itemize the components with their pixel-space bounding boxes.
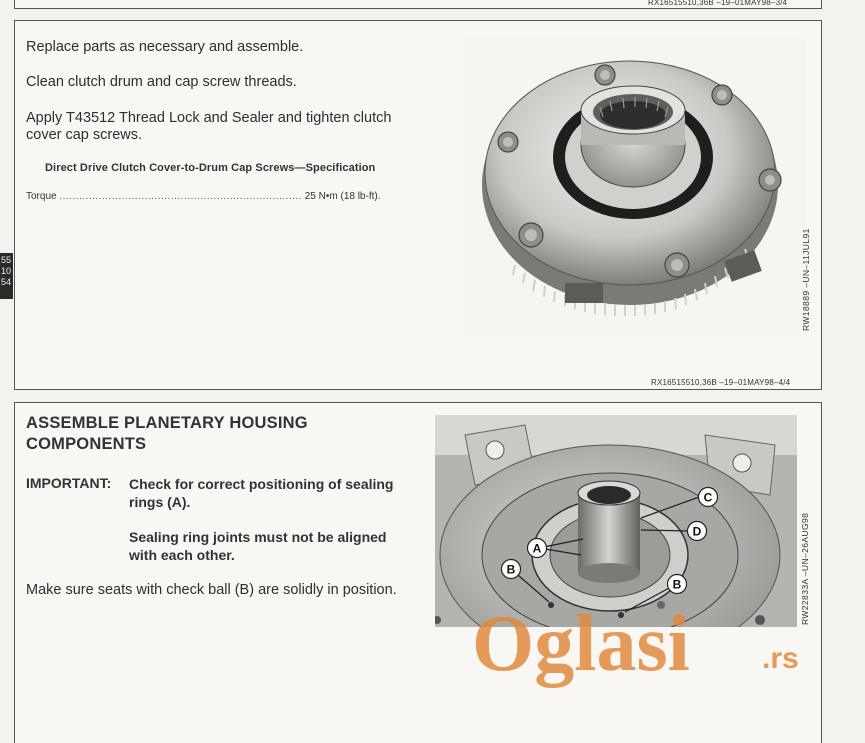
side-tab-number: 55 <box>0 255 11 265</box>
instruction-clean: Clean clutch drum and cap screw threads. <box>26 74 297 90</box>
callout-d: D <box>692 524 702 539</box>
section-heading-line1: ASSEMBLE PLANETARY HOUSING <box>26 414 308 432</box>
photo-code: RW22833A –UN–26AUG98 <box>800 512 810 625</box>
section-heading-line2: COMPONENTS <box>26 435 147 453</box>
spec-label: Torque <box>26 191 57 202</box>
spec-title: Direct Drive Clutch Cover-to-Drum Cap Screws—Specification <box>45 162 376 174</box>
instruction-replace: Replace parts as necessary and assemble. <box>26 39 304 55</box>
top-reference-code: RX16515510,36B –19–01MAY98–3/4 <box>648 0 788 7</box>
callout-b-left: B <box>506 562 516 577</box>
important-text-line4: with each other. <box>129 547 235 563</box>
important-label: IMPORTANT: <box>26 475 112 491</box>
watermark-brand: Oglasi <box>472 600 690 688</box>
instruction-apply-line2: cover cap screws. <box>26 127 143 143</box>
instruction-check-ball: Make sure seats with check ball (B) are solidly in position. <box>26 582 397 598</box>
oglasi-watermark <box>470 598 830 698</box>
important-text-line3: Sealing ring joints must not be aligned <box>129 529 387 545</box>
side-tab-number: 10 <box>0 266 11 276</box>
photo-code: RW18889 –UN–11JUL91 <box>801 228 811 331</box>
section-side-tab <box>0 253 13 299</box>
callout-b-right: B <box>672 577 682 592</box>
callout-c: C <box>703 490 713 505</box>
watermark-tld: .rs <box>762 642 799 675</box>
clutch-assembly-panel <box>14 20 822 390</box>
instruction-apply-line1: Apply T43512 Thread Lock and Sealer and tighten clutch <box>26 110 392 126</box>
important-text-line1: Check for correct positioning of sealing <box>129 476 394 492</box>
planetary-housing-photo <box>435 415 797 627</box>
clutch-drum-photo <box>465 35 805 335</box>
side-tab-number: 54 <box>0 277 11 287</box>
reference-code: RX16515510,36B –19–01MAY98–4/4 <box>651 378 791 387</box>
spec-row <box>26 191 381 202</box>
important-text-line2: rings (A). <box>129 494 191 510</box>
spec-value: 25 N•m (18 lb-ft). <box>304 191 381 202</box>
callout-a: A <box>532 541 542 556</box>
spec-leader-dots: .......................................................................... <box>59 191 302 202</box>
